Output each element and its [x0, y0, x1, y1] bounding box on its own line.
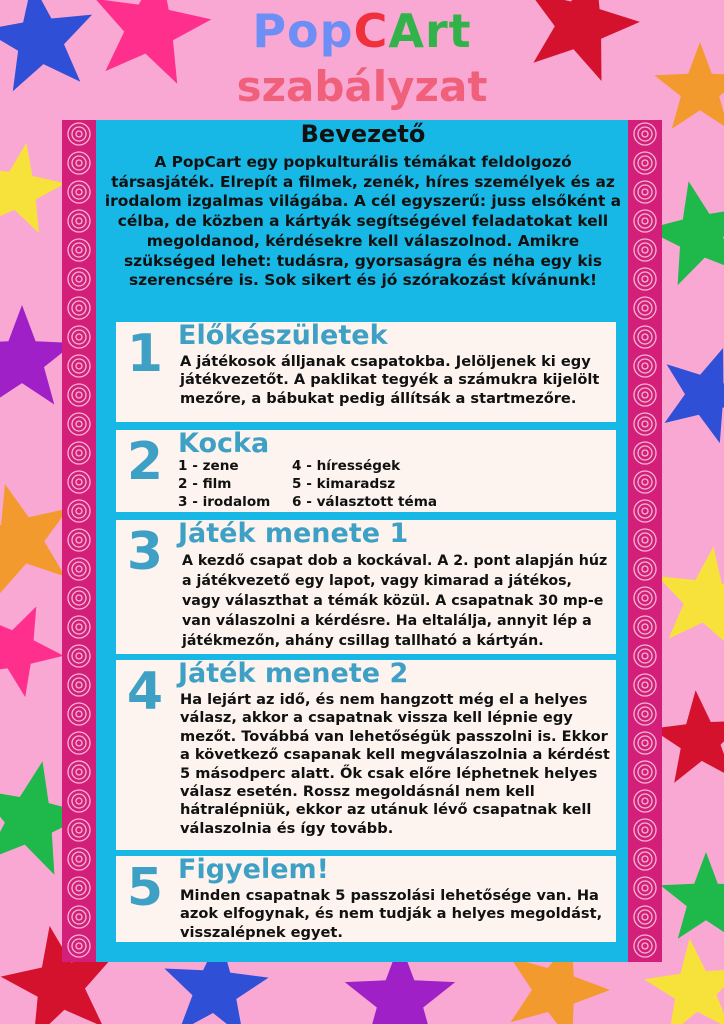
star-shape: [660, 852, 724, 939]
ring-ornament: [642, 653, 648, 659]
ring-ornament: [68, 645, 90, 667]
ring-ornament: [72, 765, 86, 779]
section-text: Ha lejárt az idő, és nem hangzott még el a helyes válasz, akkor a csapatnak vissza kell lépnie egy mezőt. Továbbá van lehetőségük passzolni is. Ekkor a következő csapanak kell megválaszolnia a kérdést 5 másodperc alatt. Ők csak előre léphetnek helyes válasz esetén. Rossz megoldásnál nem kell hátralépniük, ekkor az utánuk lévő csapatnak kell válaszolnia és így tovább.: [180, 691, 610, 837]
ring-ornament: [76, 479, 82, 485]
ring-ornament: [642, 508, 648, 514]
intro-text: A PopCart egy popkulturális témákat feldolgozó társasjáték. Elrepít a filmek, zenék, híres személyek és az irodalom izgalmas világába. A cél egyszerű: juss elsőként a célba, de közben a kártyák segítségével feladatokat kell megoldanod, kérdésekre kell válaszolnod. Amikre szükséged lehet: tudásra, gyorsaságra és néha egy kis szerencsére is. Sok sikert és jó szórakozást kívánunk!: [104, 153, 622, 290]
ring-ornament: [642, 566, 648, 572]
section-number: 5: [126, 858, 164, 918]
dice-item: 5 - kimaradsz: [292, 476, 396, 492]
title-letter: P: [252, 4, 288, 58]
ring-ornament: [638, 910, 652, 924]
ring-ornament: [72, 359, 86, 373]
ring-ornament: [72, 272, 86, 286]
ring-ornament: [634, 471, 656, 493]
section-number: 4: [126, 662, 164, 722]
ring-ornament: [72, 504, 86, 518]
ring-ornament: [634, 819, 656, 841]
section-number: 1: [126, 324, 164, 384]
ring-ornament: [76, 653, 82, 659]
ring-ornament: [642, 189, 648, 195]
star-shape: [0, 484, 69, 594]
ring-ornament: [634, 413, 656, 435]
section-gameplay-2: [116, 660, 616, 850]
ring-ornament: [68, 819, 90, 841]
ring-ornament: [642, 682, 648, 688]
ring-ornament: [72, 388, 86, 402]
ring-ornament: [642, 479, 648, 485]
section-gameplay-1: [116, 520, 616, 654]
ring-ornament: [68, 616, 90, 638]
ring-ornament: [68, 413, 90, 435]
ring-ornament: [642, 711, 648, 717]
ring-ornament: [72, 185, 86, 199]
ring-ornament: [638, 707, 652, 721]
ring-ornament: [638, 649, 652, 663]
ring-ornament: [642, 624, 648, 630]
ring-ornament: [72, 446, 86, 460]
ring-ornament: [634, 674, 656, 696]
ring-ornament: [634, 326, 656, 348]
star-shape: [658, 547, 724, 648]
ring-ornament: [68, 877, 90, 899]
ring-ornament: [634, 239, 656, 261]
ring-ornament: [76, 914, 82, 920]
ring-ornament: [72, 823, 86, 837]
ring-ornament: [638, 794, 652, 808]
dice-item: 2 - film: [178, 476, 232, 492]
page-title: [0, 4, 724, 58]
ring-ornament: [68, 761, 90, 783]
ring-ornament: [642, 914, 648, 920]
ring-ornament: [76, 218, 82, 224]
ring-ornament: [68, 848, 90, 870]
ring-ornament: [642, 827, 648, 833]
ring-ornament: [634, 123, 656, 145]
ring-ornament: [72, 707, 86, 721]
ring-ornament: [638, 765, 652, 779]
ring-ornament: [642, 392, 648, 398]
ring-ornament: [638, 736, 652, 750]
ring-ornament: [638, 301, 652, 315]
ring-ornament: [72, 562, 86, 576]
ring-ornament: [634, 732, 656, 754]
ring-ornament: [76, 827, 82, 833]
title-letter: t: [448, 4, 472, 58]
ring-ornament: [76, 392, 82, 398]
ring-ornament: [634, 500, 656, 522]
ring-ornament: [76, 856, 82, 862]
ring-ornament: [72, 214, 86, 228]
ring-ornament: [76, 508, 82, 514]
title-letter: o: [287, 4, 320, 58]
ring-ornament: [72, 127, 86, 141]
ring-ornament: [642, 943, 648, 949]
dice-item: 1 - zene: [178, 458, 239, 474]
ring-ornament: [72, 533, 86, 547]
ring-ornament: [634, 790, 656, 812]
section-title: Játék menete 1: [178, 518, 409, 549]
ring-ornament: [76, 798, 82, 804]
left-decorative-border: [62, 120, 96, 962]
title-letter: A: [388, 4, 425, 58]
ring-ornament: [634, 297, 656, 319]
ring-ornament: [634, 355, 656, 377]
star-shape: [665, 348, 724, 443]
ring-ornament: [68, 587, 90, 609]
ring-ornament: [642, 421, 648, 427]
section-preparation: [116, 322, 616, 422]
ring-ornament: [642, 247, 648, 253]
ring-ornament: [642, 334, 648, 340]
ring-ornament: [68, 326, 90, 348]
ring-ornament: [76, 595, 82, 601]
ring-ornament: [638, 881, 652, 895]
ring-ornament: [634, 152, 656, 174]
ring-ornament: [72, 910, 86, 924]
ring-ornament: [642, 363, 648, 369]
ring-ornament: [76, 363, 82, 369]
ring-ornament: [68, 790, 90, 812]
ring-ornament: [68, 355, 90, 377]
ring-ornament: [642, 798, 648, 804]
ring-ornament: [76, 189, 82, 195]
ring-ornament: [76, 276, 82, 282]
ring-ornament: [634, 645, 656, 667]
ring-ornament: [634, 529, 656, 551]
section-text: A kezdő csapat dob a kockával. A 2. pont alapján húz a játékvezető egy lapot, vagy kimarad a játékos, vagy választhat a témák közül. A csapatnak 30 mp-e van válaszolni a kérdésre. Ha eltalálja, annyit lép a játékmezőn, ahány csillag tallható a kártyán.: [182, 553, 608, 649]
ring-ornament: [72, 156, 86, 170]
ring-ornament: [76, 131, 82, 137]
ring-ornament: [638, 359, 652, 373]
intro-title: Bevezető: [300, 120, 426, 148]
ring-ornament: [68, 268, 90, 290]
ring-ornament: [72, 243, 86, 257]
ring-ornament: [76, 624, 82, 630]
star-shape: [651, 690, 724, 783]
ring-ornament: [642, 160, 648, 166]
section-title: Játék menete 2: [178, 658, 409, 689]
ring-ornament: [638, 417, 652, 431]
ring-ornament: [638, 475, 652, 489]
ring-ornament: [638, 243, 652, 257]
ring-ornament: [76, 421, 82, 427]
section-attention: [116, 856, 616, 942]
ring-ornament: [638, 678, 652, 692]
ring-ornament: [642, 450, 648, 456]
ring-ornament: [638, 823, 652, 837]
ring-ornament: [634, 384, 656, 406]
ring-ornament: [638, 939, 652, 953]
ring-ornament: [68, 442, 90, 464]
ring-ornament: [72, 649, 86, 663]
ring-ornament: [76, 566, 82, 572]
ring-ornament: [638, 272, 652, 286]
ring-ornament: [68, 500, 90, 522]
ring-ornament: [72, 794, 86, 808]
section-title: Figyelem!: [178, 854, 329, 885]
ring-ornament: [68, 297, 90, 319]
ring-ornament: [76, 740, 82, 746]
ring-ornament: [642, 885, 648, 891]
title-letter: p: [319, 4, 354, 58]
ring-ornament: [68, 181, 90, 203]
ring-ornament: [638, 504, 652, 518]
ring-ornament: [634, 268, 656, 290]
ring-ornament: [642, 769, 648, 775]
ring-ornament: [634, 703, 656, 725]
ring-ornament: [638, 852, 652, 866]
section-number: 3: [126, 522, 164, 582]
star-shape: [0, 143, 66, 233]
ring-ornament: [634, 210, 656, 232]
ring-ornament: [76, 450, 82, 456]
ring-ornament: [76, 711, 82, 717]
ring-ornament: [76, 305, 82, 311]
ring-ornament: [68, 558, 90, 580]
ring-ornament: [72, 852, 86, 866]
section-text: Minden csapatnak 5 passzolási lehetősége van. Ha azok elfogynak, és nem tudják a helyes megoldást, visszalépnek egyet.: [180, 887, 603, 941]
ring-ornament: [76, 537, 82, 543]
ring-ornament: [638, 127, 652, 141]
ring-ornament: [638, 388, 652, 402]
section-title: Kocka: [178, 428, 270, 459]
ring-ornament: [76, 247, 82, 253]
ring-ornament: [68, 703, 90, 725]
ring-ornament: [72, 330, 86, 344]
ring-ornament: [68, 906, 90, 928]
ring-ornament: [76, 334, 82, 340]
ring-ornament: [72, 736, 86, 750]
ring-ornament: [76, 885, 82, 891]
ring-ornament: [638, 156, 652, 170]
ring-ornament: [638, 591, 652, 605]
ring-ornament: [72, 301, 86, 315]
ring-ornament: [642, 276, 648, 282]
ring-ornament: [634, 558, 656, 580]
ring-ornament: [76, 943, 82, 949]
ring-ornament: [642, 740, 648, 746]
ring-ornament: [76, 682, 82, 688]
ring-ornament: [68, 239, 90, 261]
ring-ornament: [68, 123, 90, 145]
ring-ornament: [638, 533, 652, 547]
ring-ornament: [68, 152, 90, 174]
ring-ornament: [68, 529, 90, 551]
dice-item: 3 - irodalom: [178, 494, 271, 510]
ring-ornament: [638, 562, 652, 576]
dice-item: 4 - hírességek: [292, 458, 401, 474]
ring-ornament: [638, 330, 652, 344]
page-subtitle: szabályzat: [236, 62, 488, 111]
title-letter: C: [353, 4, 389, 58]
ring-ornament: [642, 305, 648, 311]
section-number: 2: [126, 432, 164, 492]
ring-ornament: [642, 856, 648, 862]
ring-ornament: [638, 620, 652, 634]
ring-ornament: [638, 185, 652, 199]
ring-ornament: [638, 446, 652, 460]
ring-ornament: [72, 591, 86, 605]
right-decorative-border: [628, 120, 662, 962]
ring-ornament: [68, 471, 90, 493]
ring-ornament: [634, 761, 656, 783]
ring-ornament: [642, 131, 648, 137]
ring-ornament: [68, 210, 90, 232]
ring-ornament: [72, 939, 86, 953]
section-title: Előkészületek: [178, 320, 388, 351]
ring-ornament: [76, 769, 82, 775]
ring-ornament: [634, 181, 656, 203]
ring-ornament: [634, 848, 656, 870]
ring-ornament: [642, 218, 648, 224]
ring-ornament: [72, 620, 86, 634]
ring-ornament: [634, 616, 656, 638]
ring-ornament: [68, 674, 90, 696]
ring-ornament: [634, 906, 656, 928]
ring-ornament: [76, 160, 82, 166]
ring-ornament: [72, 881, 86, 895]
title-letter: r: [424, 4, 449, 58]
section-dice: [116, 430, 616, 512]
ring-ornament: [72, 417, 86, 431]
ring-ornament: [634, 587, 656, 609]
ring-ornament: [638, 214, 652, 228]
ring-ornament: [72, 475, 86, 489]
ring-ornament: [634, 442, 656, 464]
section-text: A játékosok álljanak csapatokba. Jelöljenek ki egy játékvezetőt. A paklikat tegyék a számukra kijelölt mezőre, a bábukat pedig állítsák a startmezőre.: [180, 353, 600, 407]
ring-ornament: [634, 935, 656, 957]
ring-ornament: [68, 732, 90, 754]
star-shape: [0, 607, 64, 698]
ring-ornament: [642, 595, 648, 601]
dice-item: 6 - választott téma: [292, 494, 438, 510]
ring-ornament: [634, 877, 656, 899]
ring-ornament: [642, 537, 648, 543]
ring-ornament: [68, 935, 90, 957]
ring-ornament: [68, 384, 90, 406]
ring-ornament: [72, 678, 86, 692]
